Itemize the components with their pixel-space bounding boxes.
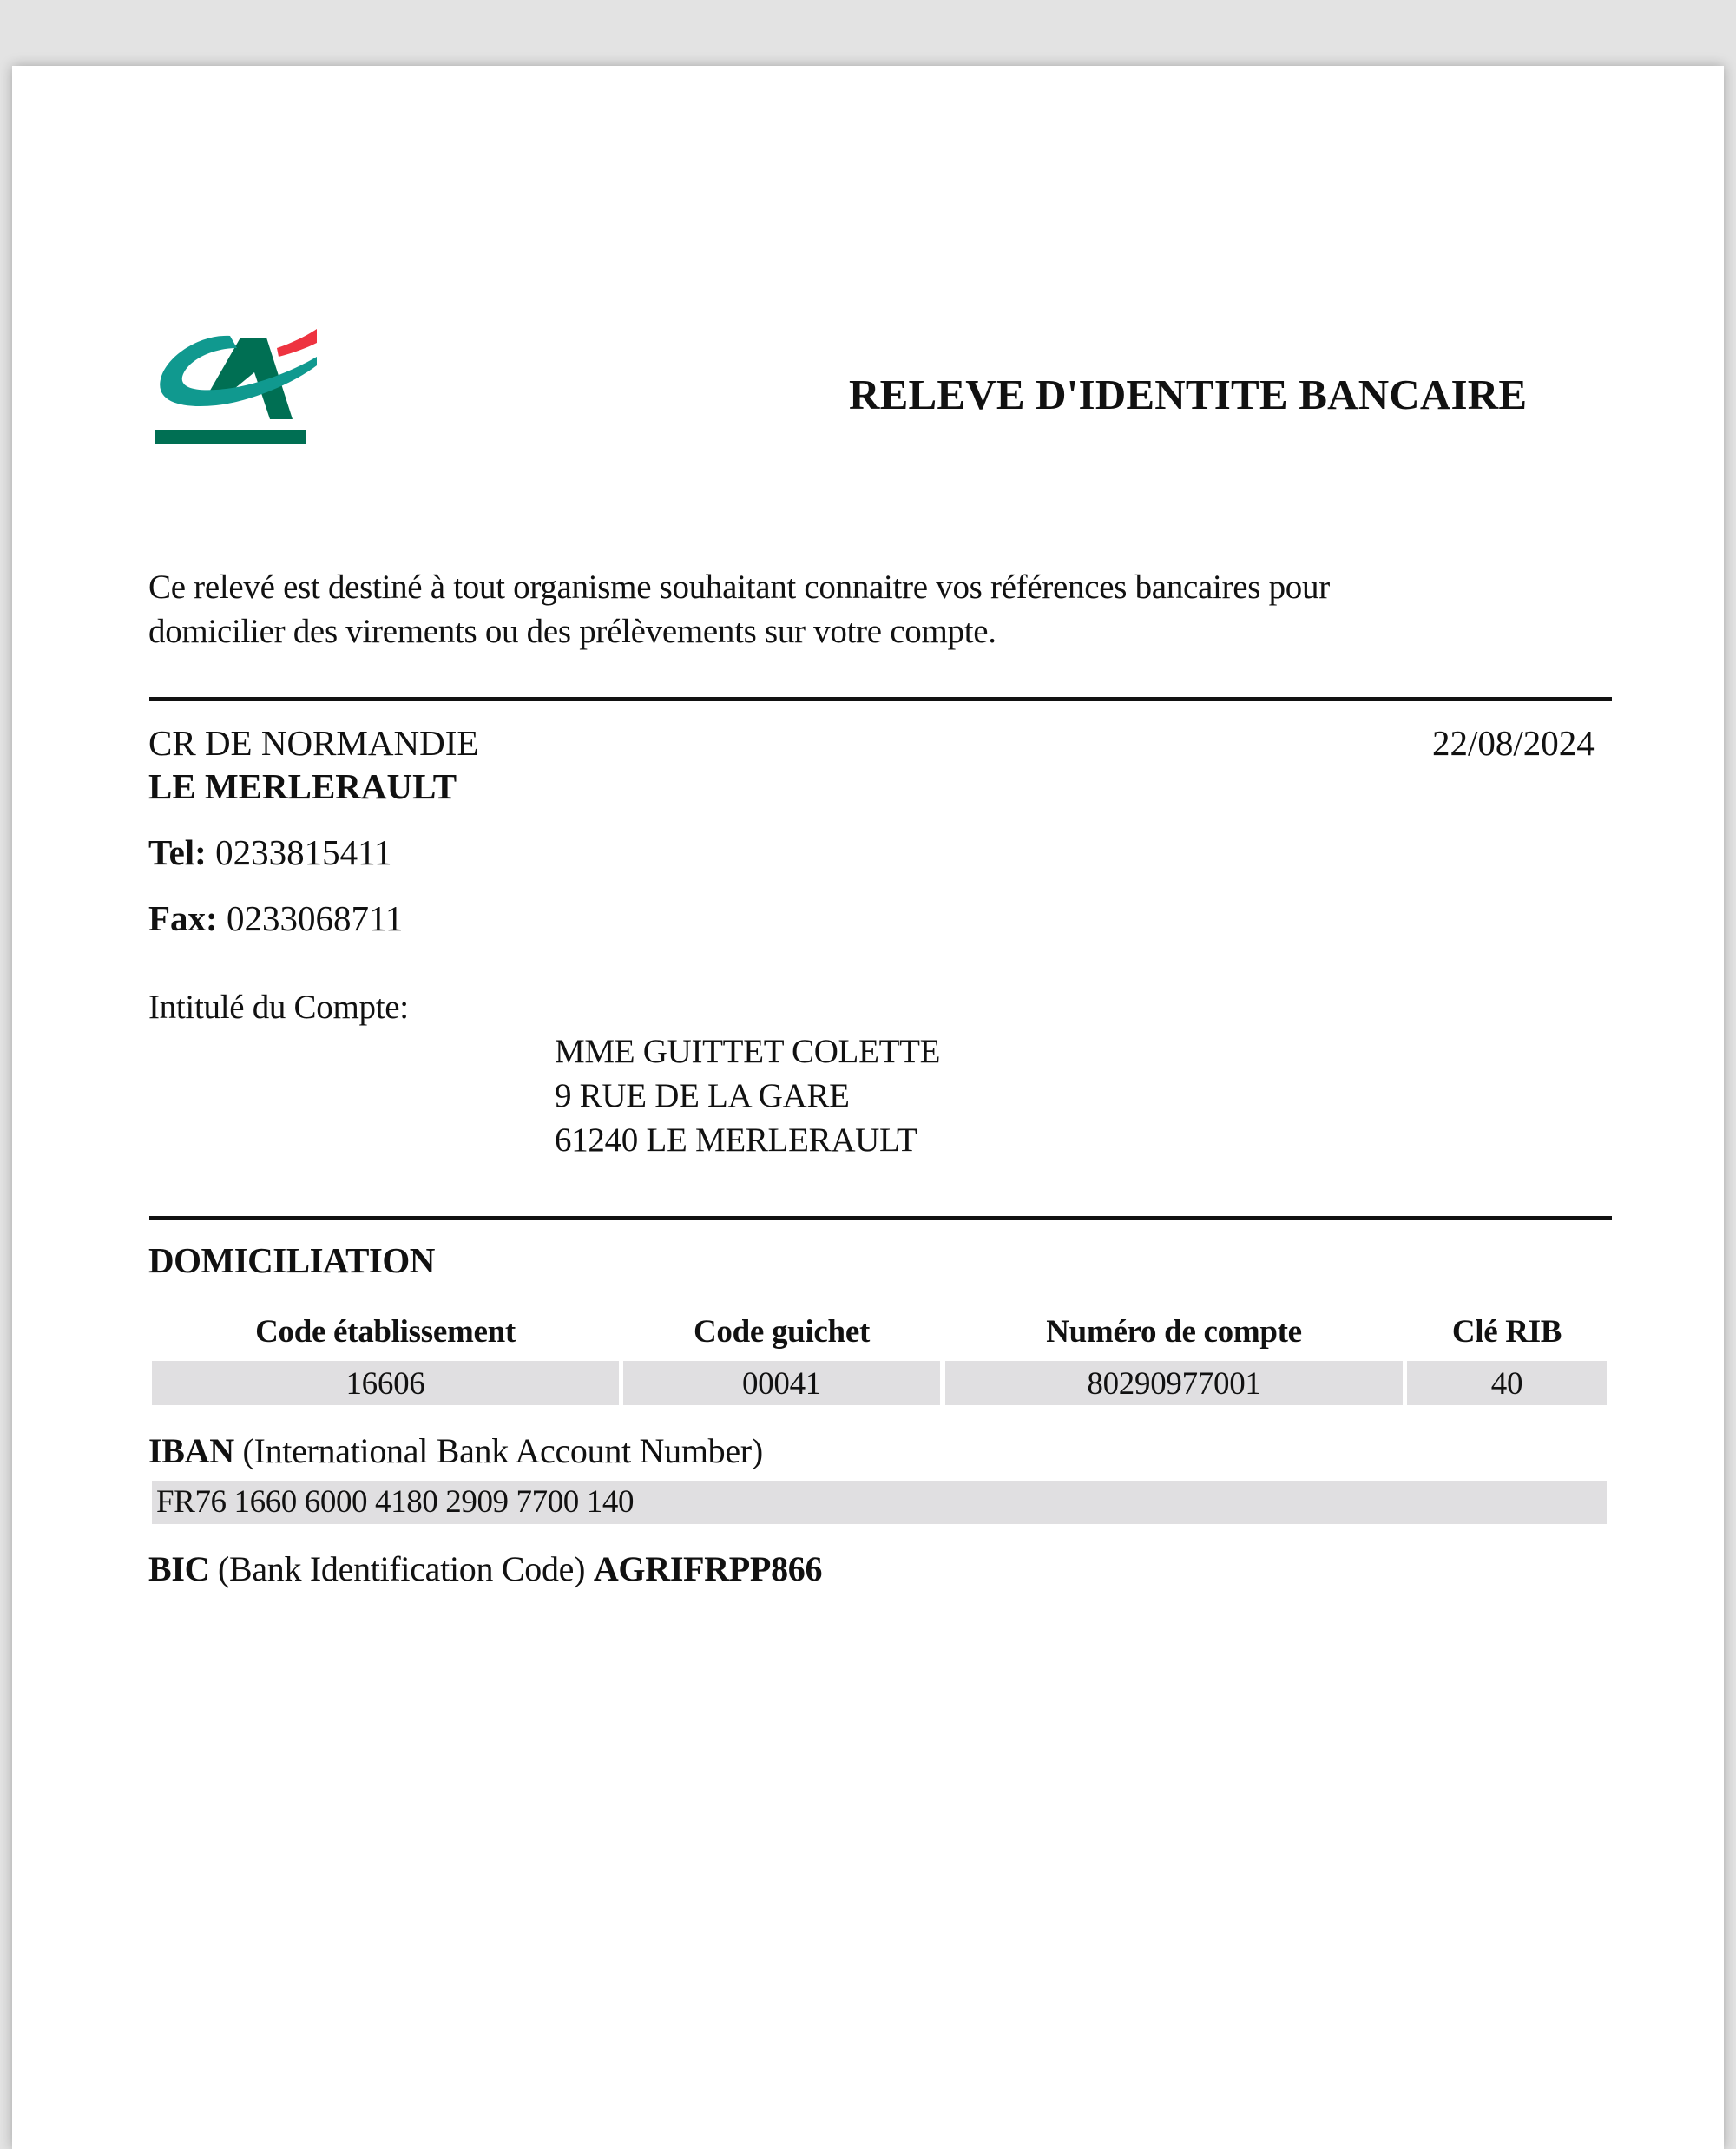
fax-value: 0233068711 bbox=[226, 898, 404, 938]
intro-line-1: Ce relevé est destiné à tout organisme souhaitant connaitre vos références bancaires pour bbox=[148, 568, 1330, 606]
iban-value: FR76 1660 6000 4180 2909 7700 140 bbox=[156, 1484, 635, 1520]
page-title: RELEVE D'IDENTITE BANCAIRE bbox=[849, 371, 1528, 418]
col-header-numero-compte: Numéro de compte bbox=[1046, 1314, 1302, 1350]
iban-description: (International Bank Account Number) bbox=[242, 1431, 763, 1470]
col-header-code-etablissement: Code établissement bbox=[255, 1314, 516, 1350]
tel-value: 0233815411 bbox=[215, 832, 392, 872]
iban-label: IBAN bbox=[148, 1431, 234, 1470]
cell-cle-rib: 40 bbox=[1407, 1361, 1607, 1405]
holder-street: 9 RUE DE LA GARE bbox=[555, 1077, 850, 1114]
logo-bar bbox=[155, 430, 306, 444]
bic-line bbox=[148, 1548, 822, 1589]
cell-numero-compte: 80290977001 bbox=[945, 1361, 1403, 1405]
iban-heading bbox=[148, 1430, 763, 1471]
fax-label: Fax: bbox=[148, 898, 218, 938]
document-page bbox=[12, 66, 1724, 2149]
bic-value: AGRIFRPP866 bbox=[593, 1549, 823, 1588]
domiciliation-title: DOMICILIATION bbox=[148, 1240, 435, 1280]
logo-red-flag bbox=[277, 329, 317, 357]
intro-line-2: domicilier des virements ou des prélèvements sur votre compte. bbox=[148, 613, 996, 650]
divider-top bbox=[149, 697, 1612, 701]
agency-branch: LE MERLERAULT bbox=[148, 766, 457, 806]
col-header-code-guichet: Code guichet bbox=[694, 1314, 870, 1350]
bic-description: (Bank Identification Code) bbox=[217, 1549, 586, 1588]
statement-date: 22/08/2024 bbox=[1432, 723, 1595, 763]
tel-label: Tel: bbox=[148, 832, 207, 872]
agency-fax bbox=[148, 897, 403, 939]
agency-tel bbox=[148, 831, 392, 873]
agency-region: CR DE NORMANDIE bbox=[148, 723, 479, 763]
bic-label: BIC bbox=[148, 1549, 210, 1588]
cell-code-guichet: 00041 bbox=[623, 1361, 940, 1405]
credit-agricole-logo bbox=[147, 322, 329, 448]
account-label: Intitulé du Compte: bbox=[148, 989, 409, 1026]
col-header-cle-rib: Clé RIB bbox=[1451, 1314, 1562, 1350]
holder-name: MME GUITTET COLETTE bbox=[555, 1033, 941, 1070]
cell-code-etablissement: 16606 bbox=[152, 1361, 619, 1405]
holder-city: 61240 LE MERLERAULT bbox=[555, 1121, 917, 1159]
divider-bottom bbox=[149, 1216, 1612, 1220]
